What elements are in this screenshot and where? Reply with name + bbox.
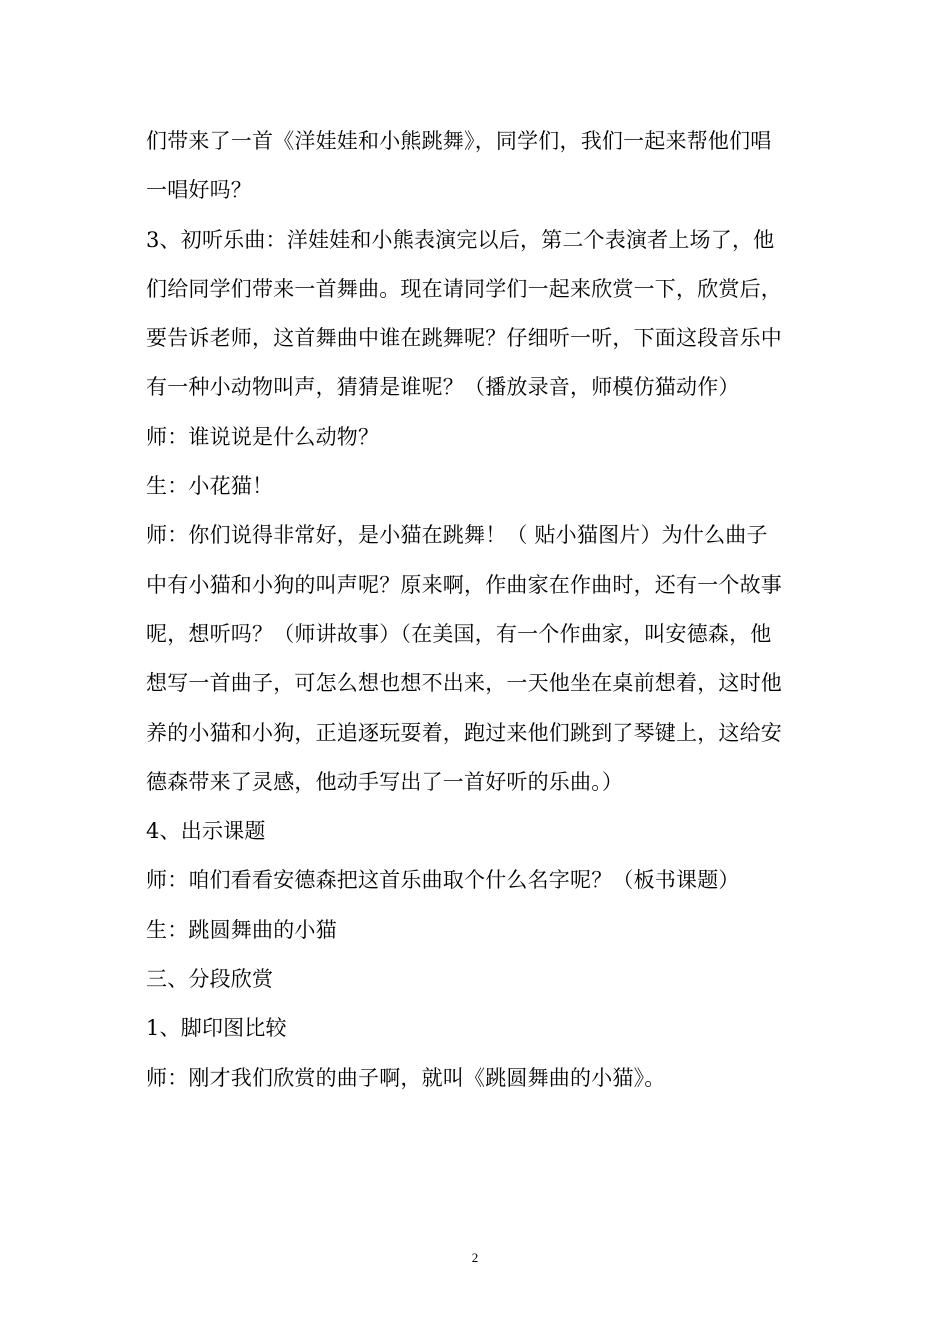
text-line: 中有小猫和小狗的叫声呢？原来啊，作曲家在作曲时，还有一个故事 (146, 572, 782, 597)
text-line: 养的小猫和小狗，正追逐玩耍着，跑过来他们跳到了琴键上，这给安 (146, 720, 782, 745)
text-line: 三、分段欣赏 (146, 967, 274, 992)
text-line: 师：你们说得非常好，是小猫在跳舞！（ 贴小猫图片）为什么曲子 (146, 523, 768, 548)
text-line: 们带来了一首《洋娃娃和小熊跳舞》，同学们，我们一起来帮他们唱 (146, 129, 772, 153)
page-number: 2 (471, 1250, 479, 1265)
text-line: 呢，想听吗？（师讲故事）（在美国，有一个作曲家，叫安德森，他 (146, 621, 772, 646)
text-line: 德森带来了灵感，他动手写出了一首好听的乐曲。） (146, 769, 624, 794)
text-line: 1、脚印图比较 (146, 1016, 287, 1041)
text-line: 师：刚才我们欣赏的曲子啊，就叫《跳圆舞曲的小猫》。 (146, 1065, 666, 1090)
text-line: 师：谁说说是什么动物？ (146, 424, 380, 449)
text-line: 要告诉老师，这首舞曲中谁在跳舞呢？仔细听一听，下面这段音乐中 (146, 326, 782, 351)
document-body (146, 117, 814, 1103)
text-line: 想写一首曲子，可怎么想也想不出来，一天他坐在桌前想着，这时他 (146, 671, 782, 696)
text-line: 们给同学们带来一首舞曲。现在请同学们一起来欣赏一下，欣赏后， (146, 276, 782, 301)
text-line: 一唱好吗？ (146, 178, 252, 203)
text-line: 师：咱们看看安德森把这首乐曲取个什么名字呢？（板书课题） (146, 868, 740, 893)
text-line: 生：跳圆舞曲的小猫 (146, 917, 337, 942)
text-line: 4、出示课题 (146, 819, 266, 844)
text-line: 3、初听乐曲：洋娃娃和小熊表演完以后，第二个表演者上场了，他 (146, 227, 775, 252)
text-line: 生：小花猫！ (146, 474, 274, 499)
text-line: 有一种小动物叫声，猜猜是谁呢？（播放录音，师模仿猫动作） (146, 375, 740, 400)
